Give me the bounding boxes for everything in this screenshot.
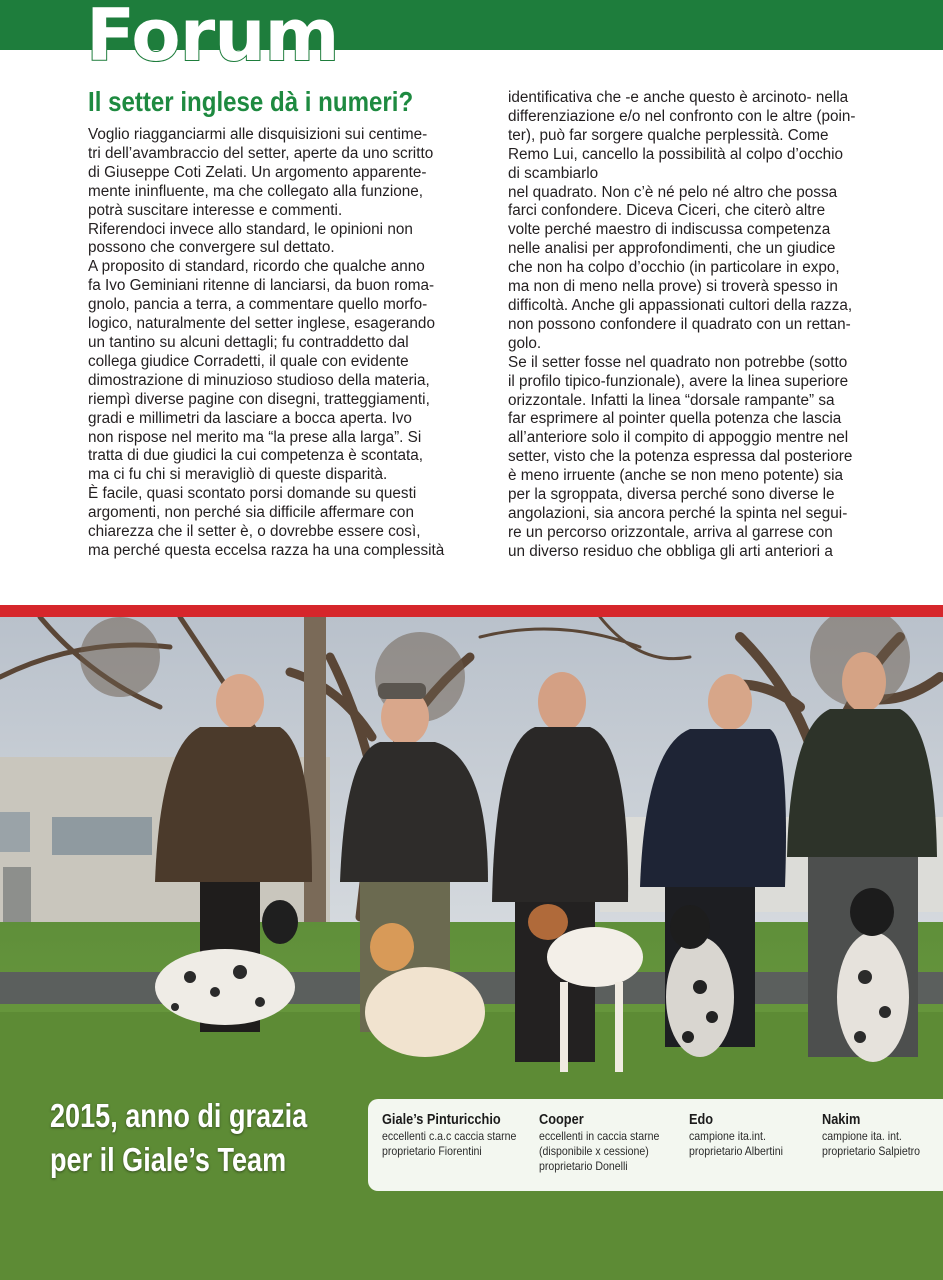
dog-name: Nakim [822,1112,861,1128]
text-line: difficoltà. Anche gli appassionati cultori della razza, [508,296,853,314]
text-line: di Giuseppe Coti Zelati. Un argomento apparente- [88,163,427,181]
dog-detail: proprietario Donelli [539,1159,628,1173]
text-line: angolazioni, sia ancora perché la spinta nel segui- [508,504,848,522]
text-line: nel quadrato. Non c’è né pelo né altro che possa [508,183,838,201]
text-line: orizzontale. Infatti la linea “dorsale rampante” sa [508,391,835,409]
text-line: un diverso residuo che obbliga gli arti anteriori a [508,542,833,560]
text-line: golo. [508,334,542,352]
text-line: per la sgroppata, diversa perché sono diverse le [508,486,835,504]
text-line: Riferendoci invece allo standard, le opinioni non [88,220,413,238]
text-line: chiarezza che il setter è, o dovrebbe essere così, [88,523,421,541]
text-line: tratta di due giudici la cui competenza è scontata, [88,447,424,465]
section-title-text: Forum [86,0,339,77]
text-line: volte perché maestro di indiscussa competenza [508,221,831,239]
dog-detail: campione ita.int. [689,1129,766,1143]
text-line: di scambiarlo [508,164,599,182]
text-line: re un percorso orizzontale, arriva al garrese con [508,523,833,541]
text-line: logico, naturalmente del setter inglese, esagerando [88,315,435,333]
text-line: non possono confondere il quadrato con un rettan- [508,315,851,333]
text-line: mente ininfluente, ma che collegato alla funzione, [88,182,424,200]
dog-name: Cooper [539,1112,584,1128]
text-line: È facile, quasi scontato porsi domande su questi [88,485,417,503]
text-line: riempì diverse pagine con disegni, tratteggiamenti, [88,390,430,408]
dog-name: Edo [689,1112,714,1128]
text-line: identificativa che -e anche questo è arcinoto- nella [508,89,849,106]
text-line: Voglio riagganciarmi alle disquisizioni sui centime- [88,126,428,143]
text-line: setter, visto che la potenza espressa dal posteriore [508,448,853,466]
text-line: argomenti, non perché sia difficile affermare con [88,504,414,522]
dog-entry [822,1111,920,1159]
text-line: gradi e millimetri da lasciare a bocca aperta. Ivo [88,409,412,427]
article-column-1 [88,126,483,561]
text-line: tri dell’avambraccio del setter, aperte da uno scritto [88,144,434,162]
text-line: differenziazione e/o nel confronto con le altre (poin- [508,107,856,125]
divider-band [0,605,943,617]
text-line: dimostrazione di minuzioso studioso della materia, [88,371,430,389]
text-line: è meno irruente (anche se non meno potente) sia [508,467,844,485]
dogs-caption-box [368,1099,943,1191]
text-line: che non ha colpo d’occhio (in particolare in expo, [508,259,840,277]
text-line: potrà suscitare interesse e commenti. [88,201,343,219]
text-line: collega giudice Corradetti, il quale con evidente [88,352,409,370]
section-title [86,0,339,80]
text-line: non rispose nel merito ma “la prese alla larga”. Si [88,428,422,446]
dog-entry [382,1111,516,1159]
text-line: il profilo tipico-funzionale), avere la linea superiore [508,372,849,390]
dog-detail: (disponibile x cessione) [539,1144,649,1158]
caption-title-line: per il Giale’s Team [50,1141,287,1178]
dog-detail: campione ita. int. [822,1129,902,1143]
text-line: Se il setter fosse nel quadrato non potrebbe (sotto [508,353,848,371]
text-line: all’anteriore solo il compito di appoggio mentre nel [508,429,849,447]
text-line: un tantino su alcuni dettagli; fu contraddetto dal [88,333,409,351]
dog-detail: eccellenti c.a.c caccia starne [382,1129,517,1143]
dog-detail: eccellenti in caccia starne [539,1129,660,1143]
dog-entry [689,1111,783,1159]
text-line: ma ci fu chi si meravigliò di queste disparità. [88,466,388,484]
dog-entry [539,1111,659,1174]
dog-name: Giale’s Pinturicchio [382,1112,501,1128]
article-column-2 [508,89,908,562]
text-line: A proposito di standard, ricordo che qualche anno [88,258,425,276]
dog-detail: proprietario Salpietro [822,1144,921,1158]
text-line: ma non di meno nella prove) si troverà spesso in [508,278,838,296]
text-line: fa Ivo Geminiani ritenne di lanciarsi, da buon roma- [88,277,435,295]
text-line: ter), può far sorgere qualche perplessità. Come [508,126,829,144]
text-line: far esprimere al pointer quella potenza che lascia [508,410,842,428]
text-line: ma perché questa eccelsa razza ha una complessità [88,541,445,559]
text-line: Remo Lui, cancello la possibilità al colpo d’occhio [508,145,844,163]
text-line: nelle analisi per approfondimenti, che un giudice [508,240,836,258]
caption-title-line: 2015, anno di grazia [50,1097,308,1134]
dog-detail: proprietario Albertini [689,1144,783,1158]
photo-caption-title [50,1094,307,1182]
article-title: Il setter inglese dà i numeri? [88,86,414,117]
text-line: possono che convergere sul dettato. [88,239,335,257]
text-line: farci confondere. Diceva Ciceri, che citerò altre [508,202,826,220]
text-line: gnolo, pancia a terra, a commentare quello morfo- [88,296,428,314]
dog-detail: proprietario Fiorentini [382,1144,482,1158]
